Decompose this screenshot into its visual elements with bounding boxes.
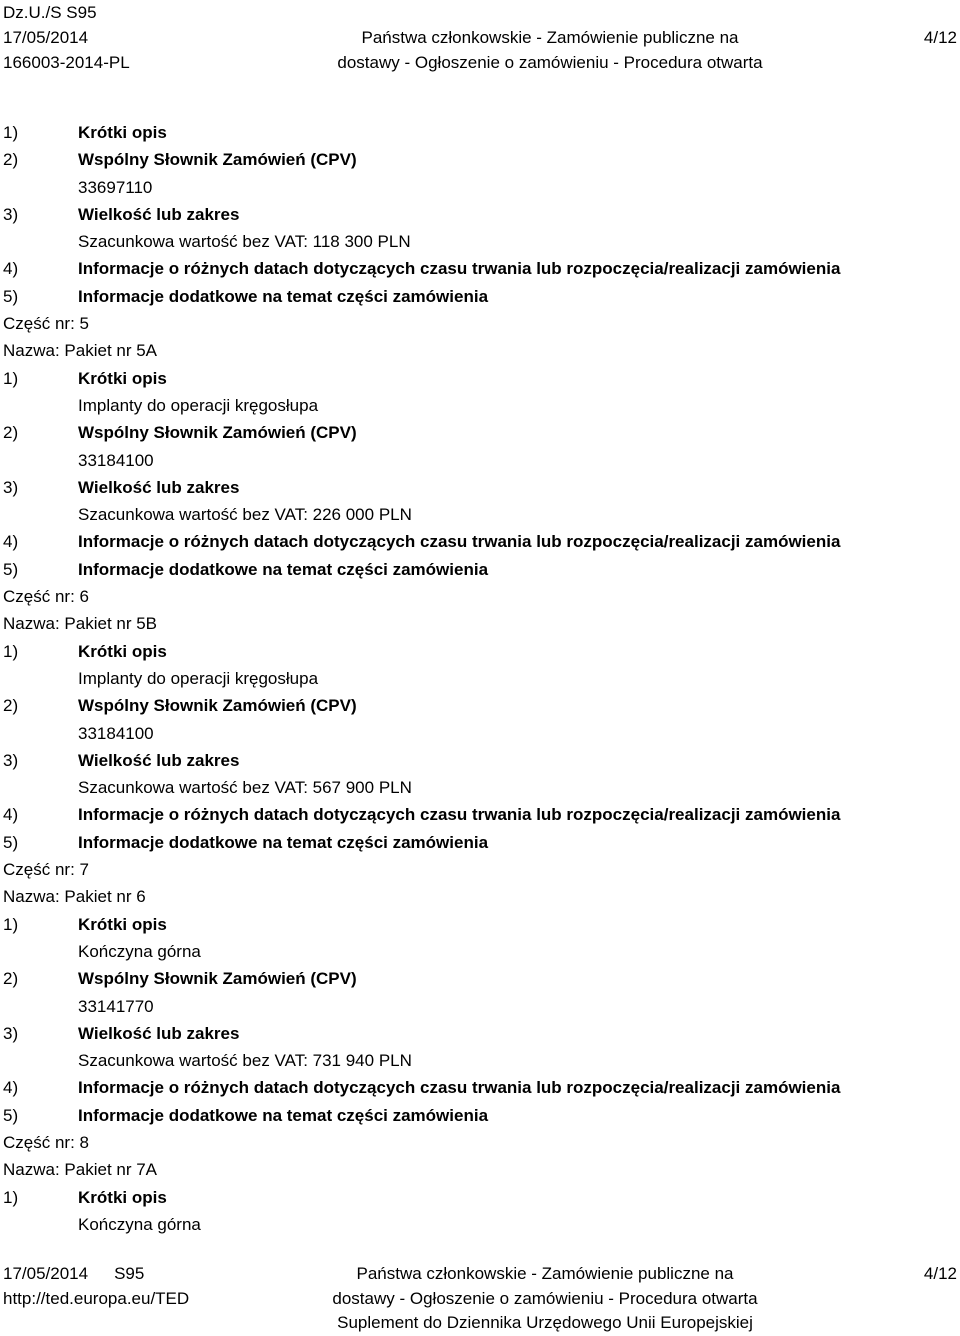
footer-right xyxy=(924,1262,957,1287)
footer-date-issue xyxy=(3,1262,189,1287)
estimated-value: Szacunkowa wartość bez VAT: 226 000 PLN xyxy=(78,505,412,525)
header-date: 17/05/2014 xyxy=(3,28,89,47)
section-3-heading: 3) Wielkość lub zakres xyxy=(3,750,240,770)
cpv-code: 33697110 xyxy=(78,177,153,197)
footer-center xyxy=(270,1262,820,1336)
part-name: Nazwa: Pakiet nr 5B xyxy=(3,614,158,634)
short-description: Implanty do operacji kręgosłupa xyxy=(78,395,319,415)
estimated-value: Szacunkowa wartość bez VAT: 118 300 PLN xyxy=(78,232,411,252)
part-name: Nazwa: Pakiet nr 7A xyxy=(3,1160,158,1180)
section-1-heading: 1) Krótki opis xyxy=(3,1187,167,1207)
footer-title-line-2: dostawy - Ogłoszenie o zamówieniu - Procedura otwarta xyxy=(332,1288,758,1308)
part-name: Nazwa: Pakiet nr 6 xyxy=(3,887,146,907)
page-header xyxy=(0,0,960,80)
section-1-heading: 1) Krótki opis xyxy=(3,914,167,934)
footer-left xyxy=(3,1262,189,1311)
section-4-heading: 4) Informacje o różnych datach dotyczących czasu trwania lub rozpoczęcia/realizacji zamówienia xyxy=(3,1078,841,1098)
section-3-heading: 3) Wielkość lub zakres xyxy=(3,1023,240,1043)
header-right xyxy=(924,0,957,50)
page-footer xyxy=(0,1262,960,1334)
estimated-value: Szacunkowa wartość bez VAT: 567 900 PLN xyxy=(78,778,412,798)
footer-date: 17/05/2014 xyxy=(3,1264,89,1283)
notice-number: 166003-2014-PL xyxy=(3,53,130,72)
footer-issue: S95 xyxy=(114,1264,145,1283)
header-title-line-2: dostawy - Ogłoszenie o zamówieniu - Procedura otwarta xyxy=(337,53,763,72)
section-2-heading: 2) Wspólny Słownik Zamówień (CPV) xyxy=(3,696,357,716)
footer-title-line-1: Państwa członkowskie - Zamówienie publiczne na xyxy=(356,1264,734,1283)
short-description: Kończyna górna xyxy=(78,941,201,961)
part-number: Część nr: 6 xyxy=(3,587,89,607)
section-2-heading: 2) Wspólny Słownik Zamówień (CPV) xyxy=(3,150,357,170)
section-5-heading: 5) Informacje dodatkowe na temat części zamówienia xyxy=(3,286,489,306)
footer-page-number: 4/12 xyxy=(923,1264,957,1283)
journal-ref: Dz.U./S S95 xyxy=(3,3,97,22)
cpv-code: 33141770 xyxy=(78,996,154,1016)
footer-supplement: Suplement do Dziennika Urzędowego Unii Europejskiej xyxy=(337,1313,753,1332)
section-5-heading: 5) Informacje dodatkowe na temat części zamówienia xyxy=(3,1105,489,1125)
section-1-heading: 1) Krótki opis xyxy=(3,123,167,142)
header-left xyxy=(3,0,130,75)
cpv-code: 33184100 xyxy=(78,723,154,743)
part-name: Nazwa: Pakiet nr 5A xyxy=(3,341,158,361)
footer-url[interactable]: http://ted.europa.eu/TED xyxy=(3,1288,190,1308)
short-description: Implanty do operacji kręgosłupa xyxy=(78,668,319,688)
document-body xyxy=(3,119,953,1238)
header-page-number: 4/12 xyxy=(923,28,957,47)
section-2-heading: 2) Wspólny Słownik Zamówień (CPV) xyxy=(3,969,357,989)
section-5-heading: 5) Informacje dodatkowe na temat części zamówienia xyxy=(3,559,489,579)
header-title-line-1: Państwa członkowskie - Zamówienie publiczne na xyxy=(361,28,739,47)
section-4-heading: 4) Informacje o różnych datach dotyczących czasu trwania lub rozpoczęcia/realizacji zamówienia xyxy=(3,805,841,825)
section-2-heading: 2) Wspólny Słownik Zamówień (CPV) xyxy=(3,423,357,443)
short-description: Kończyna górna xyxy=(78,1214,201,1234)
section-1-heading: 1) Krótki opis xyxy=(3,368,167,388)
part-number: Część nr: 7 xyxy=(3,860,89,880)
estimated-value: Szacunkowa wartość bez VAT: 731 940 PLN xyxy=(78,1051,412,1071)
cpv-code: 33184100 xyxy=(78,450,154,470)
section-5-heading: 5) Informacje dodatkowe na temat części zamówienia xyxy=(3,832,489,852)
section-4-heading: 4) Informacje o różnych datach dotyczących czasu trwania lub rozpoczęcia/realizacji zamówienia xyxy=(3,532,841,552)
part-number: Część nr: 8 xyxy=(3,1132,89,1152)
section-3-heading: 3) Wielkość lub zakres xyxy=(3,204,240,224)
section-4-heading: 4) Informacje o różnych datach dotyczących czasu trwania lub rozpoczęcia/realizacji zamówienia xyxy=(3,259,841,279)
section-3-heading: 3) Wielkość lub zakres xyxy=(3,477,240,497)
header-center xyxy=(300,0,800,75)
section-1-heading: 1) Krótki opis xyxy=(3,641,167,661)
part-number: Część nr: 5 xyxy=(3,314,89,334)
